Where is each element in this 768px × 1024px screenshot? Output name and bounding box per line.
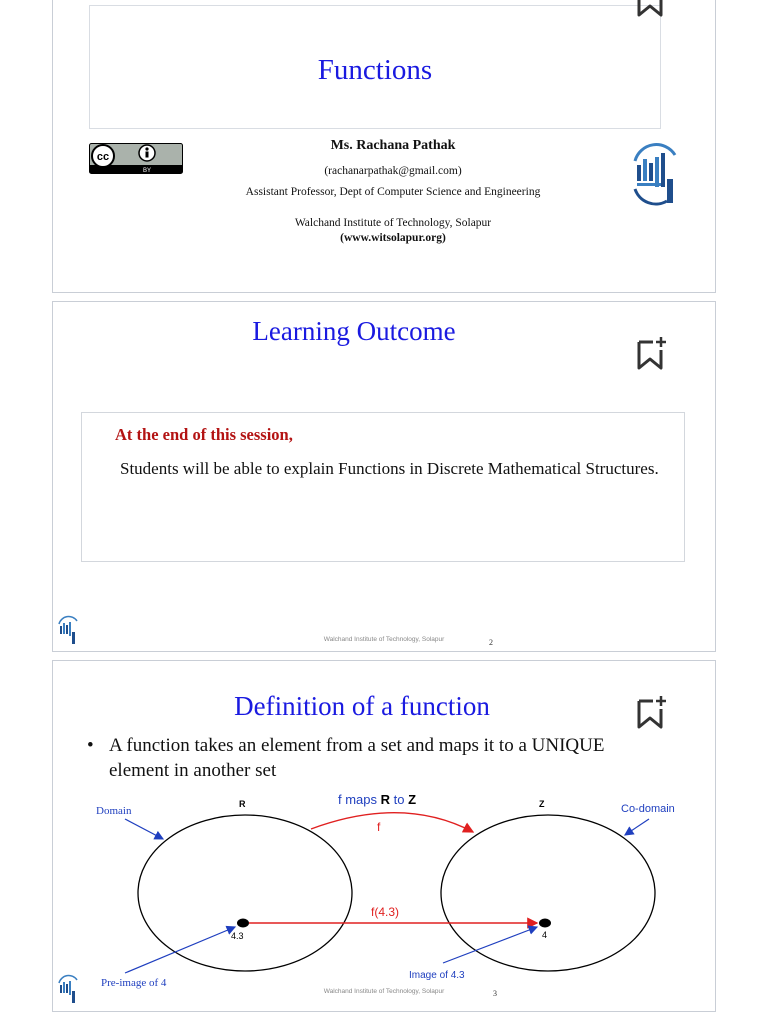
mapping-arc-arrow xyxy=(311,813,473,832)
outcome-heading: At the end of this session, xyxy=(115,425,293,444)
point-4-3-label: 4.3 xyxy=(231,931,244,941)
function-mapping-diagram xyxy=(53,781,717,1013)
set-z-label: Z xyxy=(539,799,545,809)
codomain-label: Co-domain xyxy=(621,803,675,815)
slide-3 xyxy=(52,660,716,1012)
domain-set-ellipse xyxy=(138,815,352,971)
codomain-set-ellipse xyxy=(441,815,655,971)
bullet-text: A function takes an element from a set and maps it to a UNIQUE element in another set xyxy=(109,735,605,781)
point-4-3 xyxy=(237,919,249,928)
slide-2-footer: Walchand Institute of Technology, Solapur xyxy=(323,636,445,643)
slide-1-title: Functions xyxy=(317,54,433,86)
preimage-pointer-arrow xyxy=(125,927,235,973)
f-label: f xyxy=(377,820,381,834)
domain-label: Domain xyxy=(96,805,132,817)
slide-3-title: Definition of a function xyxy=(234,691,490,721)
wit-logo-icon xyxy=(631,135,679,207)
point-4 xyxy=(539,919,551,928)
svg-text:cc: cc xyxy=(96,151,110,163)
domain-pointer-arrow xyxy=(125,819,163,839)
slide-2-number: 2 xyxy=(489,638,493,647)
preimage-label: Pre-image of 4 xyxy=(101,977,167,989)
slide-1 xyxy=(52,0,716,293)
creative-commons-by-icon xyxy=(89,143,183,174)
author-email: (rachanarpathak@gmail.com) xyxy=(324,165,462,177)
point-4-label: 4 xyxy=(542,930,548,940)
svg-text:BY: BY xyxy=(142,168,152,174)
bookmark-add-icon[interactable] xyxy=(633,695,667,731)
author-position: Assistant Professor, Dept of Computer Science and Engineering xyxy=(245,186,541,198)
slide-2 xyxy=(52,301,716,652)
bookmark-add-icon[interactable] xyxy=(633,0,667,19)
slide-3-number: 3 xyxy=(493,989,497,998)
institute-website: (www.witsolapur.org) xyxy=(340,232,446,244)
mapping-caption: f maps R to Z xyxy=(338,792,417,807)
institute-name: Walchand Institute of Technology, Solapur xyxy=(294,217,492,229)
set-r-label: R xyxy=(239,799,246,809)
bookmark-add-icon[interactable] xyxy=(633,336,667,372)
title-placeholder-box xyxy=(89,5,661,129)
slide-2-title: Learning Outcome xyxy=(252,316,456,346)
f-4-3-label: f(4.3) xyxy=(371,905,400,919)
image-pointer-arrow xyxy=(443,927,537,963)
learning-outcome-box xyxy=(81,412,685,562)
outcome-text: Students will be able to explain Functions in Discrete Mathematical Structures. xyxy=(120,459,659,478)
bullet-dot-icon: • xyxy=(87,735,94,756)
image-label: Image of 4.3 xyxy=(409,970,465,981)
author-name: Ms. Rachana Pathak xyxy=(330,138,456,153)
codomain-pointer-arrow xyxy=(625,819,649,835)
slide-3-footer: Walchand Institute of Technology, Solapur xyxy=(323,988,445,995)
